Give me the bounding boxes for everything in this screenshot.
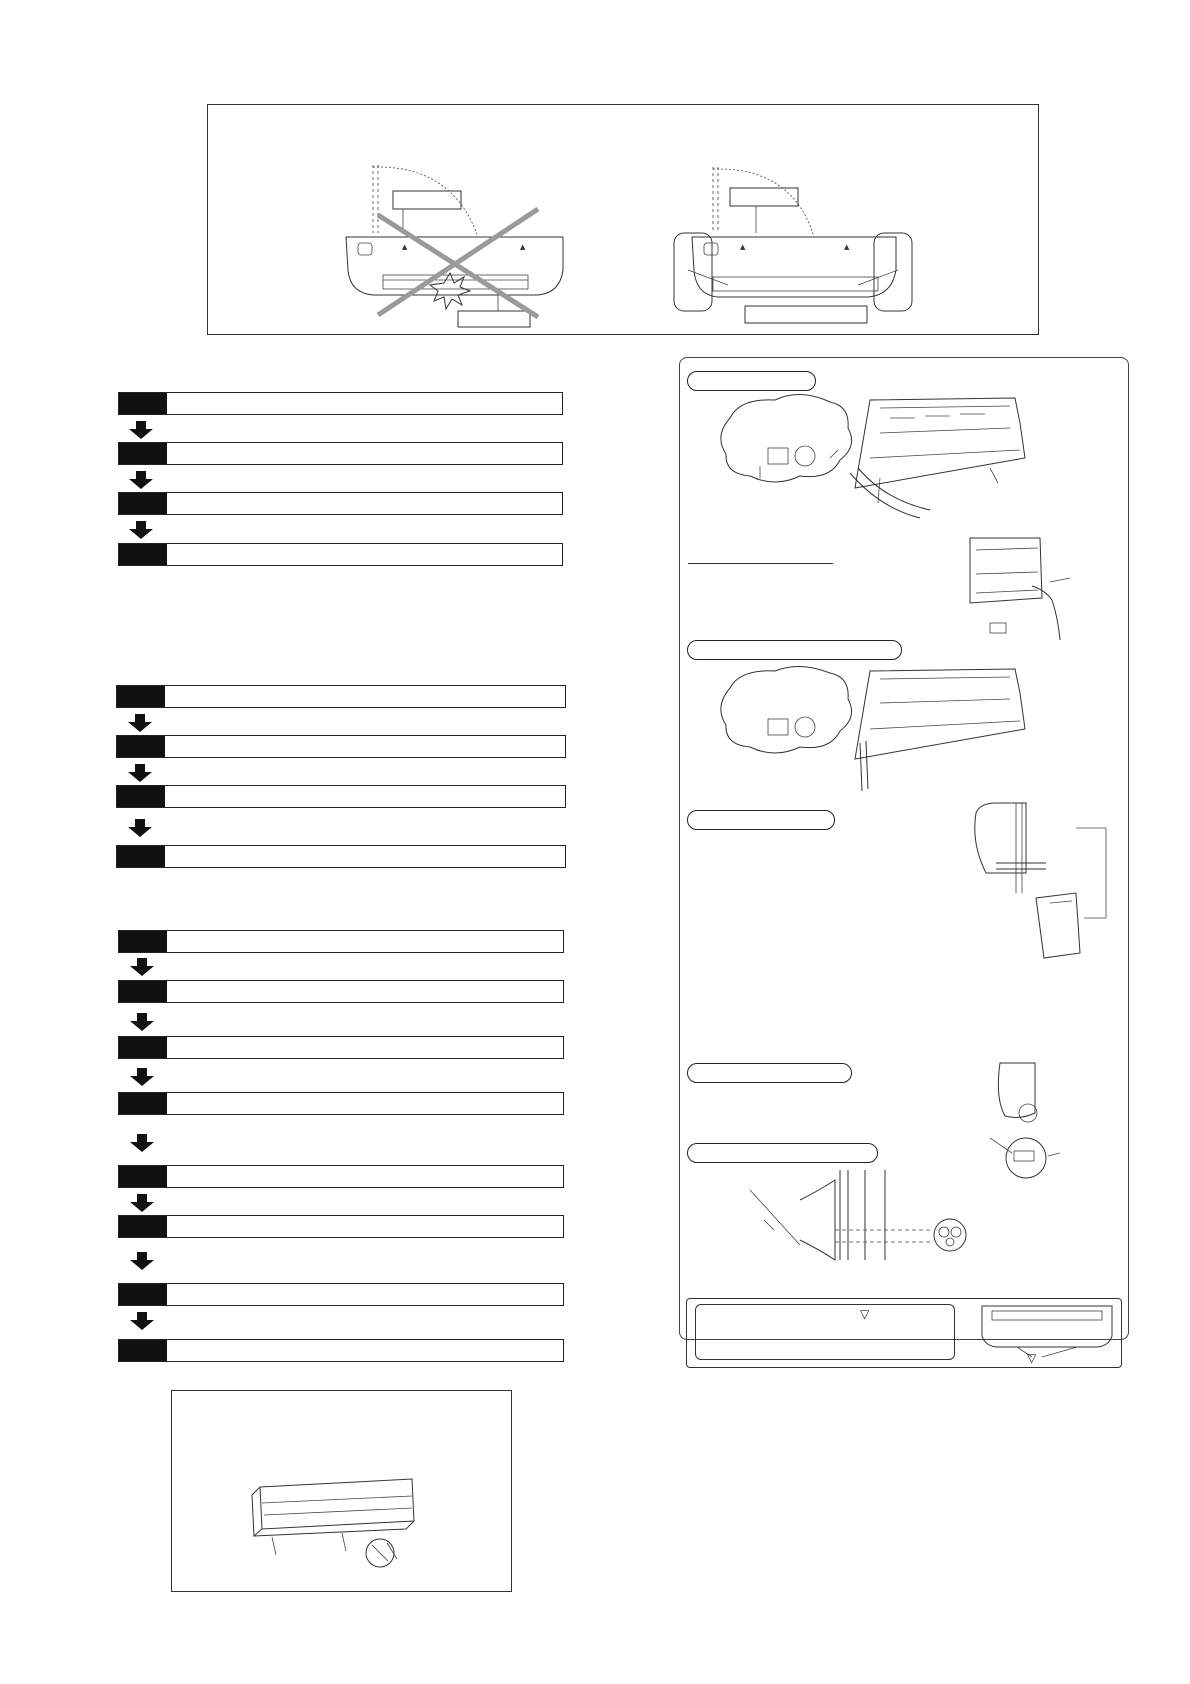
pipe-tape-illustration <box>970 538 1120 648</box>
step-tab <box>117 736 165 757</box>
down-arrow-icon <box>129 471 153 489</box>
wall-piping-illustration <box>966 803 1126 973</box>
step-tab <box>119 1340 167 1361</box>
note-text-frame <box>695 1304 955 1360</box>
procedure-step <box>118 392 563 415</box>
svg-text:▲: ▲ <box>740 243 746 251</box>
piping-rear-illustration <box>680 663 1120 803</box>
down-arrow-icon <box>130 958 154 976</box>
step-tab <box>119 443 167 464</box>
triangle-marker-icon: ▽ <box>860 1307 870 1321</box>
procedure-step <box>118 930 564 953</box>
note-box <box>686 1298 1122 1368</box>
procedure-step <box>118 1283 564 1306</box>
svg-text:▲: ▲ <box>520 243 526 251</box>
down-arrow-icon <box>130 1312 154 1330</box>
procedure-step <box>118 1165 564 1188</box>
down-arrow-icon <box>128 764 152 782</box>
step-tab <box>119 1093 167 1114</box>
procedure-step <box>118 442 563 465</box>
step-tab <box>117 686 165 707</box>
svg-text:▲: ▲ <box>844 243 850 251</box>
step-tab <box>119 1284 167 1305</box>
procedure-step <box>116 785 566 808</box>
step-tab <box>119 544 167 565</box>
step-tab <box>117 846 165 867</box>
down-arrow-icon <box>129 421 153 439</box>
down-arrow-icon <box>130 1134 154 1152</box>
down-arrow-icon <box>129 521 153 539</box>
down-arrow-icon <box>130 1013 154 1031</box>
procedure-step <box>118 1036 564 1059</box>
procedure-step <box>118 980 564 1003</box>
down-arrow-icon <box>130 1194 154 1212</box>
bottom-figure-box <box>171 1390 512 1592</box>
top-figure-box <box>207 104 1039 335</box>
down-arrow-icon <box>128 714 152 732</box>
section-heading-4 <box>687 1063 852 1083</box>
step-tab <box>119 493 167 514</box>
section-heading-5 <box>687 1143 878 1163</box>
right-panel <box>679 357 1129 1365</box>
down-arrow-icon <box>130 1068 154 1086</box>
procedure-step <box>118 1215 564 1238</box>
step-tab <box>119 931 167 952</box>
procedure-step <box>118 543 563 566</box>
step-tab <box>119 1216 167 1237</box>
step-tab <box>119 981 167 1002</box>
triangle-marker-icon: ▽ <box>1027 1351 1037 1365</box>
correct-unit-illustration <box>208 105 1040 336</box>
drain-hose-illustration <box>990 1058 1070 1188</box>
procedure-step <box>118 1092 564 1115</box>
unit-marker-illustration <box>977 1301 1117 1361</box>
down-arrow-icon <box>128 819 152 837</box>
procedure-step <box>118 1339 564 1362</box>
step-tab <box>119 1037 167 1058</box>
step-tab <box>119 1166 167 1187</box>
svg-text:▲: ▲ <box>402 243 408 251</box>
section-heading-2 <box>687 640 902 660</box>
piping-left-illustration <box>680 388 1120 538</box>
step-tab <box>117 786 165 807</box>
procedure-step <box>118 492 563 515</box>
procedure-step <box>116 735 566 758</box>
step-tab <box>119 393 167 414</box>
wall-hole-illustration <box>740 1170 1040 1280</box>
procedure-step <box>116 685 566 708</box>
indoor-unit-bottom-illustration <box>172 1391 513 1593</box>
procedure-step <box>116 845 566 868</box>
section-1-underline <box>688 563 833 564</box>
down-arrow-icon <box>130 1252 154 1270</box>
section-heading-3 <box>687 810 835 830</box>
